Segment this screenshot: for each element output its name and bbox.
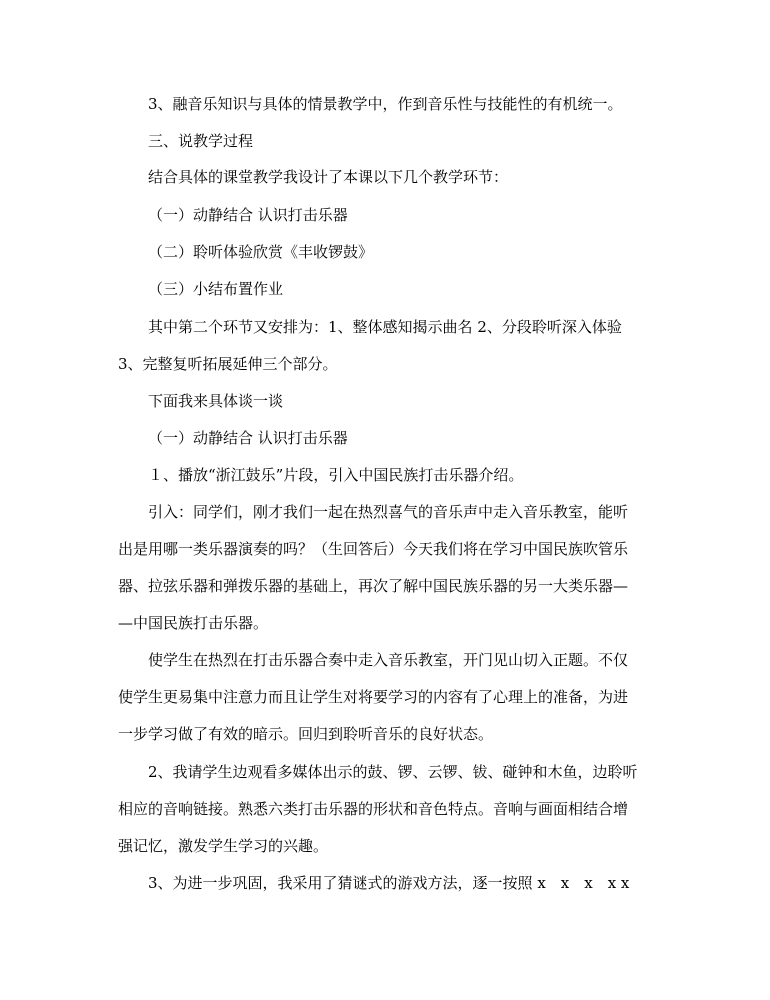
paragraph-line: 使学生在热烈在打击乐器合奏中走入音乐教室，开门见山切入正题。不仅	[148, 651, 629, 669]
paragraph-line: 出是用哪一类乐器演奏的吗？（生回答后）今天我们将在学习中国民族吹管乐	[118, 540, 629, 558]
paragraph-line: 其中第二个环节又安排为：1、整体感知揭示曲名 2、分段聆听深入体验	[148, 318, 622, 336]
paragraph-line: 使学生更易集中注意力而且让学生对将要学习的内容有了心理上的准备，为进	[118, 688, 629, 706]
paragraph-line: １、播放“浙江鼓乐”片段，引入中国民族打击乐器介绍。	[148, 466, 524, 484]
paragraph-line: 器、拉弦乐器和弹拨乐器的基础上，再次了解中国民族乐器的另一大类乐器—	[118, 577, 629, 595]
paragraph-line: 强记忆，激发学生学习的兴趣。	[118, 837, 329, 855]
paragraph-line: 2、我请学生边观看多媒体出示的鼓、锣、云锣、钹、碰钟和木鱼，边聆听	[148, 763, 638, 781]
list-item-step-2: （二）聆听体验欣赏《丰收锣鼓》	[148, 243, 374, 261]
list-item-step-1: （一）动静结合 认识打击乐器	[148, 206, 348, 224]
paragraph-line-objective-3: 3、融音乐知识与具体的情景教学中，作到音乐性与技能性的有机统一。	[148, 95, 623, 113]
paragraph-line: 3、为进一步巩固，我采用了猜谜式的游戏方法，逐一按照 x x x x x	[148, 874, 630, 892]
paragraph-line-intro: 结合具体的课堂教学我设计了本课以下几个教学环节：	[148, 168, 509, 186]
section-heading-teaching-process: 三、说教学过程	[148, 132, 254, 150]
subsection-heading-step-1: （一）动静结合 认识打击乐器	[148, 429, 348, 447]
paragraph-line: 3、完整复听拓展延伸三个部分。	[118, 355, 338, 373]
paragraph-line: —中国民族打击乐器。	[118, 614, 269, 632]
paragraph-line: 相应的音响链接。熟悉六类打击乐器的形状和音色特点。音响与画面相结合增	[118, 800, 629, 818]
paragraph-line: 下面我来具体谈一谈	[148, 392, 284, 410]
paragraph-line: 引入：同学们，刚才我们一起在热烈喜气的音乐声中走入音乐教室，能听	[148, 503, 629, 521]
list-item-step-3: （三）小结布置作业	[148, 280, 284, 298]
paragraph-line: 一步学习做了有效的暗示。回归到聆听音乐的良好状态。	[118, 725, 494, 743]
